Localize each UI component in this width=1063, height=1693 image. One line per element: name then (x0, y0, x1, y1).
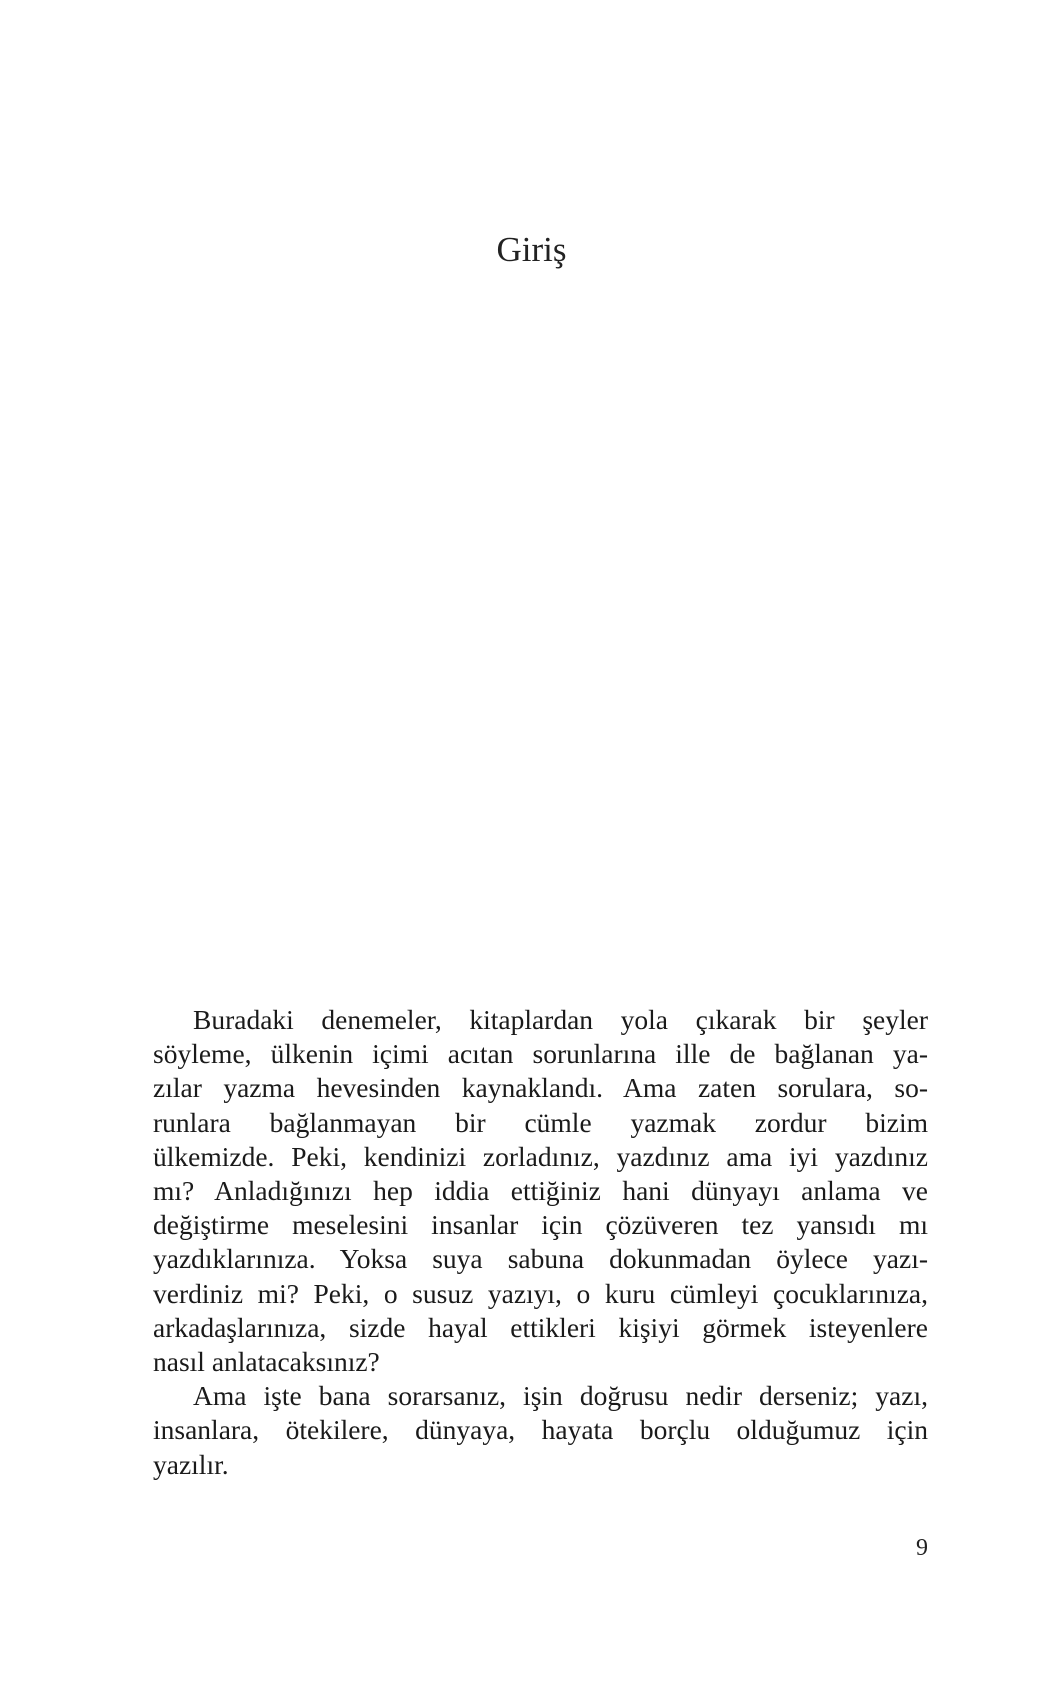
text-line: arkadaşlarınıza, sizde hayal ettikleri kişiyi görmek isteyenlere (153, 1311, 928, 1343)
text-line: yazılır. (153, 1448, 229, 1480)
text-line: mı? Anladığınızı hep iddia ettiğiniz hani dünyayı anlama ve (153, 1175, 928, 1207)
text-line: runlara bağlanmayan bir cümle yazmak zordur bizim (153, 1106, 928, 1138)
text-line: Buradaki denemeler, kitaplardan yola çıkarak bir şeyler (193, 1004, 928, 1035)
text-line: değiştirme meselesini insanlar için çözüveren tez yansıdı mı (153, 1209, 928, 1241)
body-text (153, 1003, 928, 1482)
chapter-title: Giriş (496, 230, 567, 269)
text-line: verdiniz mi? Peki, o susuz yazıyı, o kuru cümleyi çocuklarınıza, (153, 1277, 928, 1309)
text-line: ülkemizde. Peki, kendinizi zorladınız, yazdınız ama iyi yazdınız (153, 1140, 928, 1172)
text-line: nasıl anlatacaksınız? (153, 1346, 380, 1378)
page-number: 9 (916, 1535, 928, 1561)
text-line: söyleme, ülkenin içimi acıtan sorunlarına ille de bağlanan ya- (153, 1038, 928, 1070)
paragraph (153, 1003, 928, 1379)
text-line: zılar yazma hevesinden kaynaklandı. Ama zaten sorulara, so- (153, 1072, 928, 1104)
text-line: Ama işte bana sorarsanız, işin doğrusu nedir derseniz; yazı, (193, 1380, 928, 1412)
paragraph (153, 1379, 928, 1482)
text-line: insanlara, ötekilere, dünyaya, hayata borçlu olduğumuz için (153, 1414, 928, 1446)
text-line: yazdıklarınıza. Yoksa suya sabuna dokunmadan öylece yazı- (153, 1243, 928, 1275)
